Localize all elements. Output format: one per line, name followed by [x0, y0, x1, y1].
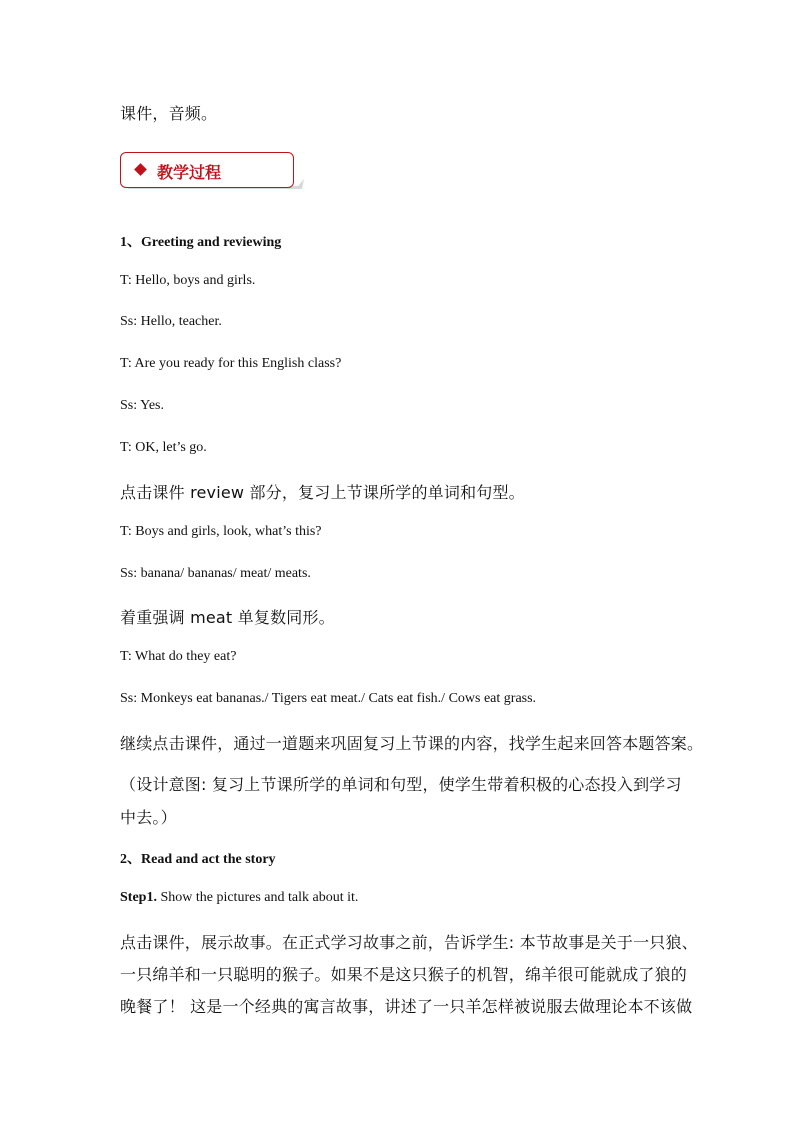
story-paragraph-line: 晚餐了！ 这是一个经典的寓言故事，讲述了一只羊怎样被说服去做理论本不该做 [120, 997, 693, 1016]
step1-line [120, 890, 358, 906]
design-intent-line: （设计意图: 复习上节课所学的单词和句型，使学生带着积极的心态投入到学习 [120, 775, 682, 794]
story-paragraph-line: 一只绵羊和一只聪明的猴子。如果不是这只猴子的机智，绵羊很可能就成了狼的 [120, 965, 688, 984]
story-paragraph-line: 点击课件，展示故事。在正式学习故事之前，告诉学生: 本节故事是关于一只狼、 [120, 933, 698, 952]
part2-heading: 2、Read and act the story [120, 852, 276, 867]
dialogue-line: T: Hello, boys and girls. [120, 273, 256, 288]
dialogue-line: Ss: Hello, teacher. [120, 314, 222, 329]
materials-text: 课件，音频。 [120, 104, 218, 123]
dialogue-line: T: Boys and girls, look, what’s this? [120, 524, 322, 539]
design-intent-line: 中去。） [120, 808, 177, 827]
dialogue-line: Ss: Yes. [120, 398, 164, 413]
section-title: 教学过程 [157, 163, 222, 182]
dialogue-line: T: Are you ready for this English class? [120, 356, 342, 371]
dialogue-line: T: OK, let’s go. [120, 440, 207, 455]
part1-heading: 1、Greeting and reviewing [120, 235, 282, 250]
step1-label: Step1. [120, 890, 157, 905]
dialogue-line: Ss: banana/ bananas/ meat/ meats. [120, 566, 311, 581]
instruction-line: 着重强调 meat 单复数同形。 [120, 608, 335, 627]
instruction-line: 点击课件 review 部分，复习上节课所学的单词和句型。 [120, 483, 525, 502]
instruction-line: 继续点击课件，通过一道题来巩固复习上节课的内容，找学生起来回答本题答案。 [120, 734, 704, 753]
step1-text: Show the pictures and talk about it. [156, 890, 359, 905]
dialogue-line: Ss: Monkeys eat bananas./ Tigers eat meat./ Cats eat fish./ Cows eat grass. [120, 691, 537, 706]
dialogue-line: T: What do they eat? [120, 649, 237, 664]
